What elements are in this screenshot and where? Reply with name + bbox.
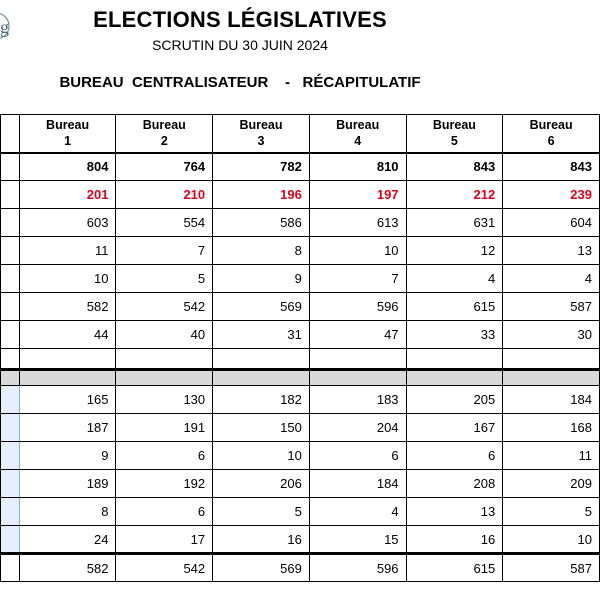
table-cell: 615 [406,554,503,582]
table-cell: 13 [406,498,503,526]
table-cell: 196 [213,181,310,209]
table-cell: 189 [19,470,116,498]
column-header-number: 2 [160,134,168,149]
table-cell: 7 [116,237,213,265]
summary-row [1,293,600,321]
table-cell: 603 [19,209,116,237]
row-label-cell [1,442,20,470]
table-cell: 182 [213,386,310,414]
svg-text:g: g [0,17,9,37]
row-label-cell [1,181,20,209]
row-label-cell [1,265,20,293]
table-cell: 209 [503,470,600,498]
summary-row [1,265,600,293]
table-cell: 204 [309,414,406,442]
column-header-bureau-2 [116,115,213,153]
column-header-bureau-3 [213,115,310,153]
column-header-label: Bureau [529,118,573,133]
table-cell: 604 [503,209,600,237]
table-cell: 201 [19,181,116,209]
table-cell: 167 [406,414,503,442]
table-cell: 10 [19,265,116,293]
table-cell: 764 [116,153,213,181]
table-cell: 542 [116,554,213,582]
table-cell: 206 [213,470,310,498]
empty-cell [309,370,406,386]
summary-row [1,237,600,265]
table-cell: 554 [116,209,213,237]
summary-row [1,181,600,209]
empty-cell [116,349,213,370]
table-cell: 804 [19,153,116,181]
table-cell: 183 [309,386,406,414]
table-cell: 210 [116,181,213,209]
row-label-cell [1,153,20,181]
election-date: SCRUTIN DU 30 JUIN 2024 [152,37,328,53]
candidate-row [1,498,600,526]
table-cell: 208 [406,470,503,498]
empty-cell [406,349,503,370]
column-header-label: Bureau [239,118,283,133]
table-cell: 586 [213,209,310,237]
row-label-cell [1,386,20,414]
table-cell: 843 [503,153,600,181]
table-cell: 810 [309,153,406,181]
table-cell: 582 [19,293,116,321]
table-cell: 542 [116,293,213,321]
table-cell: 187 [19,414,116,442]
empty-cell [503,349,600,370]
table-cell: 17 [116,526,213,554]
table-cell: 31 [213,321,310,349]
column-header-label: Bureau [46,118,90,133]
table-cell: 15 [309,526,406,554]
table-cell: 5 [213,498,310,526]
table-cell: 782 [213,153,310,181]
column-header-bureau-4 [309,115,406,153]
table-cell: 212 [406,181,503,209]
table-cell: 10 [309,237,406,265]
table-cell: 40 [116,321,213,349]
table-cell: 8 [213,237,310,265]
table-cell: 843 [406,153,503,181]
column-header-number: 1 [64,134,72,149]
table-cell: 47 [309,321,406,349]
table-cell: 130 [116,386,213,414]
candidate-row [1,442,600,470]
table-cell: 4 [406,265,503,293]
table-cell: 6 [116,498,213,526]
column-header-number: 5 [450,134,458,149]
column-header-number: 4 [354,134,362,149]
table-cell: 5 [503,498,600,526]
separator-row [1,370,600,386]
row-label-cell [1,321,20,349]
blank-row [1,349,600,370]
row-label-cell [1,414,20,442]
table-cell: 12 [406,237,503,265]
table-cell: 33 [406,321,503,349]
column-header-bureau-1 [19,115,116,153]
table-cell: 10 [503,526,600,554]
row-label-cell [1,293,20,321]
column-header-bureau-5 [406,115,503,153]
table-cell: 165 [19,386,116,414]
table-cell: 10 [213,442,310,470]
table-cell: 587 [503,293,600,321]
candidate-row [1,470,600,498]
table-cell: 4 [309,498,406,526]
candidate-row [1,414,600,442]
table-cell: 9 [213,265,310,293]
table-cell: 16 [213,526,310,554]
table-cell: 191 [116,414,213,442]
summary-row [1,321,600,349]
table-cell: 197 [309,181,406,209]
empty-cell [503,370,600,386]
table-cell: 184 [503,386,600,414]
table-cell: 8 [19,498,116,526]
empty-cell [19,349,116,370]
row-label-cell [1,526,20,554]
table-cell: 6 [406,442,503,470]
table-cell: 587 [503,554,600,582]
table-cell: 9 [19,442,116,470]
table-cell: 5 [116,265,213,293]
table-cell: 205 [406,386,503,414]
table-cell: 44 [19,321,116,349]
row-label-cell [1,554,20,582]
table-cell: 7 [309,265,406,293]
empty-cell [19,370,116,386]
row-label-cell [1,470,20,498]
table-cell: 192 [116,470,213,498]
table-cell: 4 [503,265,600,293]
row-label-cell [1,237,20,265]
table-cell: 11 [19,237,116,265]
summary-row [1,209,600,237]
page-title: ELECTIONS LÉGISLATIVES [93,7,387,32]
table-cell: 150 [213,414,310,442]
table-cell: 6 [309,442,406,470]
summary-row [1,153,600,181]
label-column-header [1,115,20,153]
header-row [1,115,600,153]
table-cell: 16 [406,526,503,554]
table-cell: 184 [309,470,406,498]
empty-cell [213,370,310,386]
empty-cell [1,349,20,370]
table-cell: 13 [503,237,600,265]
empty-cell [406,370,503,386]
column-header-label: Bureau [336,118,380,133]
table-cell: 239 [503,181,600,209]
table-cell: 569 [213,293,310,321]
candidate-row [1,386,600,414]
empty-cell [309,349,406,370]
table-cell: 24 [19,526,116,554]
table-cell: 615 [406,293,503,321]
table-cell: 30 [503,321,600,349]
table-cell: 613 [309,209,406,237]
table-cell: 582 [19,554,116,582]
row-label-cell [1,209,20,237]
candidate-row [1,526,600,554]
section-title: BUREAU CENTRALISATEUR - RÉCAPITULATIF [59,74,421,91]
table-cell: 596 [309,293,406,321]
empty-cell [1,370,20,386]
table-cell: 569 [213,554,310,582]
table-cell: 168 [503,414,600,442]
column-header-label: Bureau [432,118,476,133]
table-cell: 6 [116,442,213,470]
empty-cell [213,349,310,370]
column-header-bureau-6 [503,115,600,153]
row-label-cell [1,498,20,526]
column-header-number: 6 [547,134,555,149]
column-header-label: Bureau [142,118,186,133]
empty-cell [116,370,213,386]
table-cell: 631 [406,209,503,237]
table-cell: 11 [503,442,600,470]
results-table [0,114,600,582]
total-row [1,554,600,582]
table-cell: 596 [309,554,406,582]
column-header-number: 3 [257,134,265,149]
